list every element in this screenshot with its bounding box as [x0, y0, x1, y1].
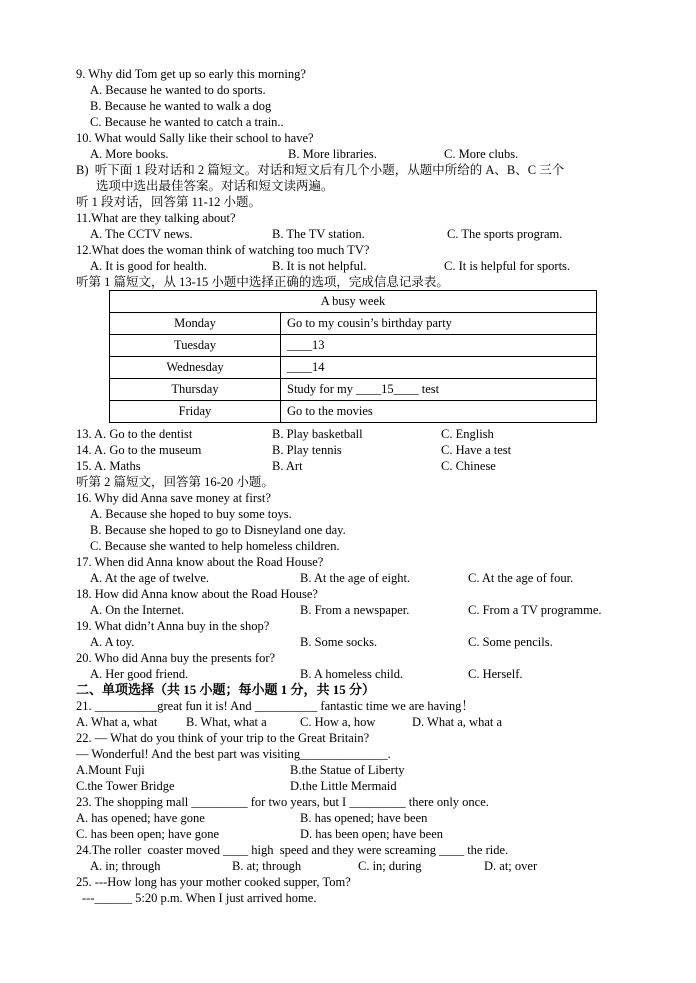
- q18-option-c: C. From a TV programme.: [468, 603, 602, 617]
- q17-option-b: B. At the age of eight.: [300, 571, 411, 585]
- table-title: A busy week: [110, 291, 597, 313]
- question-11: 11.What are they talking about?: [76, 211, 236, 225]
- q22-option-c: C.the Tower Bridge: [76, 779, 175, 793]
- q19-option-b: B. Some socks.: [300, 635, 378, 649]
- question-19: 19. What didn’t Anna buy in the shop?: [76, 619, 270, 633]
- section-b-instructions-line1: B) 听下面 1 段对话和 2 篇短文。对话和短文后有几个小题，从题中所给的 A、B、C 三个: [76, 163, 565, 177]
- q20-option-b: B. A homeless child.: [300, 667, 404, 681]
- section-b-instructions-line2: 选项中选出最佳答案。对话和短文读两遍。: [96, 179, 334, 193]
- q9-option-b: B. Because he wanted to walk a dog: [90, 99, 272, 113]
- table-row: [110, 401, 597, 423]
- q15-option-b: B. Art: [272, 459, 303, 473]
- question-21: 21. __________great fun it is! And __________ fantastic time we are having！: [76, 699, 474, 713]
- question-12: 12.What does the woman think of watching too much TV?: [76, 243, 370, 257]
- q11-option-c: C. The sports program.: [447, 227, 563, 241]
- question-25-reply: ---______ 5:20 p.m. When I just arrived home.: [82, 891, 317, 905]
- question-16: 16. Why did Anna save money at first?: [76, 491, 271, 505]
- q17-option-c: C. At the age of four.: [468, 571, 574, 585]
- q9-option-a: A. Because he wanted to do sports.: [90, 83, 266, 97]
- q23-option-d: D. has been open; have been: [300, 827, 443, 841]
- q15-option-c: C. Chinese: [441, 459, 496, 473]
- q13-option-a: 13. A. Go to the dentist: [76, 427, 193, 441]
- q20-option-c: C. Herself.: [468, 667, 523, 681]
- question-22-reply: — Wonderful! And the best part was visiting______________.: [76, 747, 391, 761]
- q20-option-a: A. Her good friend.: [90, 667, 189, 681]
- question-20: 20. Who did Anna buy the presents for?: [76, 651, 276, 665]
- question-24: 24.The roller coaster moved ____ high speed and they were screaming ____ the ride.: [76, 843, 509, 857]
- question-17: 17. When did Anna know about the Road House?: [76, 555, 324, 569]
- q17-option-a: A. At the age of twelve.: [90, 571, 210, 585]
- q24-option-d: D. at; over: [484, 859, 538, 873]
- q22-option-b: B.the Statue of Liberty: [290, 763, 405, 777]
- q14-option-b: B. Play tennis: [272, 443, 342, 457]
- q23-option-c: C. has been open; have gone: [76, 827, 220, 841]
- q13-option-b: B. Play basketball: [272, 427, 363, 441]
- q19-option-a: A. A toy.: [90, 635, 135, 649]
- table-row: [110, 335, 597, 357]
- q24-option-c: C. in; during: [358, 859, 422, 873]
- table-plan: Go to the movies: [281, 401, 597, 423]
- q21-option-b: B. What, what a: [186, 715, 267, 729]
- dialogue1-instruction: 听 1 段对话，回答第 11-12 小题。: [76, 195, 261, 209]
- q16-option-b: B. Because she hoped to go to Disneyland one day.: [90, 523, 346, 537]
- question-23: 23. The shopping mall _________ for two years, but I _________ there only once.: [76, 795, 489, 809]
- q14-option-c: C. Have a test: [441, 443, 512, 457]
- q10-option-b: B. More libraries.: [288, 147, 377, 161]
- q24-option-b: B. at; through: [232, 859, 302, 873]
- table-plan: ____14: [281, 357, 597, 379]
- q12-option-c: C. It is helpful for sports.: [444, 259, 571, 273]
- q13-option-c: C. English: [441, 427, 494, 441]
- table-row: [110, 379, 597, 401]
- question-25: 25. ---How long has your mother cooked supper, Tom?: [76, 875, 351, 889]
- q11-option-b: B. The TV station.: [272, 227, 365, 241]
- q23-option-b: B. has opened; have been: [300, 811, 428, 825]
- passage1-instruction: 听第 1 篇短文，从 13-15 小题中选择正确的选项，完成信息记录表。: [76, 275, 449, 289]
- table-plan: ____13: [281, 335, 597, 357]
- table-plan: Study for my ____15____ test: [281, 379, 597, 401]
- busy-week-table: [109, 290, 597, 423]
- question-22: 22. — What do you think of your trip to the Great Britain?: [76, 731, 370, 745]
- q18-option-a: A. On the Internet.: [90, 603, 185, 617]
- q23-option-a: A. has opened; have gone: [76, 811, 205, 825]
- q10-option-c: C. More clubs.: [444, 147, 519, 161]
- table-day: Tuesday: [110, 335, 281, 357]
- q21-option-d: D. What a, what a: [412, 715, 503, 729]
- q16-option-c: C. Because she wanted to help homeless children.: [90, 539, 340, 553]
- question-18: 18. How did Anna know about the Road House?: [76, 587, 318, 601]
- q12-option-a: A. It is good for health.: [90, 259, 207, 273]
- table-day: Monday: [110, 313, 281, 335]
- q11-option-a: A. The CCTV news.: [90, 227, 193, 241]
- table-day: Thursday: [110, 379, 281, 401]
- q12-option-b: B. It is not helpful.: [272, 259, 367, 273]
- q22-option-a: A.Mount Fuji: [76, 763, 145, 777]
- table-day: Wednesday: [110, 357, 281, 379]
- section-heading: 二、单项选择（共 15 小题；每小题 1 分，共 15 分）: [76, 682, 376, 697]
- table-row: [110, 313, 597, 335]
- question-9: 9. Why did Tom get up so early this morning?: [76, 67, 306, 81]
- passage2-instruction: 听第 2 篇短文，回答第 16-20 小题。: [76, 475, 274, 489]
- q9-option-c: C. Because he wanted to catch a train..: [90, 115, 284, 129]
- q21-option-a: A. What a, what: [76, 715, 158, 729]
- q16-option-a: A. Because she hoped to buy some toys.: [90, 507, 292, 521]
- table-plan: Go to my cousin’s birthday party: [281, 313, 597, 335]
- q19-option-c: C. Some pencils.: [468, 635, 553, 649]
- q22-option-d: D.the Little Mermaid: [290, 779, 397, 793]
- table-day: Friday: [110, 401, 281, 423]
- table-row: [110, 357, 597, 379]
- question-10: 10. What would Sally like their school to have?: [76, 131, 314, 145]
- q10-option-a: A. More books.: [90, 147, 169, 161]
- q14-option-a: 14. A. Go to the museum: [76, 443, 202, 457]
- q24-option-a: A. in; through: [90, 859, 161, 873]
- q21-option-c: C. How a, how: [300, 715, 376, 729]
- q15-option-a: 15. A. Maths: [76, 459, 141, 473]
- q18-option-b: B. From a newspaper.: [300, 603, 410, 617]
